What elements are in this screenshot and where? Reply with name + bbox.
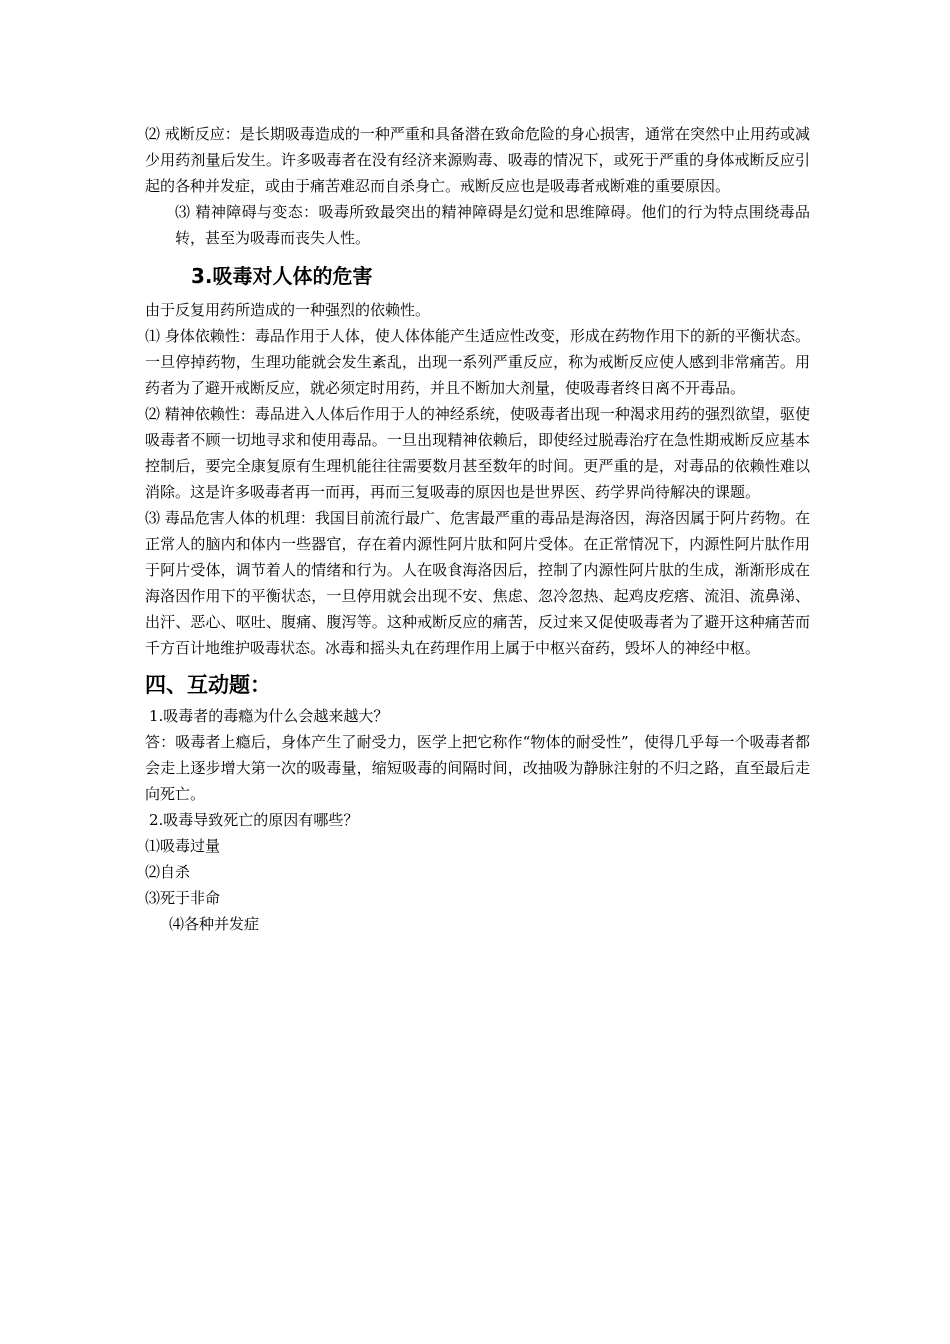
withdrawal-reaction-paragraph: ⑵ 戒断反应：是长期吸毒造成的一种严重和具备潜在致命危险的身心损害，通常在突然中止用药或减少用药剂量后发生。许多吸毒者在没有经济来源购毒、吸毒的情况下，或死于严重的身体戒断反应引起的各种并发症，或由于痛苦难忍而自杀身亡。戒断反应也是吸毒者戒断难的重要原因。 (145, 125, 810, 195)
question-1: 1.吸毒者的毒瘾为什么会越来越大？ (149, 707, 389, 725)
answer-2-item-4: ⑷各种并发症 (169, 915, 260, 933)
question-2: 2.吸毒导致死亡的原因有哪些？ (149, 811, 359, 829)
answer-2-item-2: ⑵自杀 (145, 863, 191, 881)
mental-disorder-paragraph: ⑶ 精神障碍与变态：吸毒所致最突出的精神障碍是幻觉和思维障碍。他们的行为特点围绕毒品转，甚至为吸毒而丧失人性。 (175, 203, 810, 247)
answer-1: 答：吸毒者上瘾后，身体产生了耐受力，医学上把它称作“物体的耐受性”，使得几乎每一个吸毒者都会走上逐步增大第一次的吸毒量，缩短吸毒的间隔时间，改抽吸为静脉注射的不归之路，直至最后走向死亡。 (145, 733, 810, 803)
section-3-heading: 3.吸毒对人体的危害 (191, 264, 373, 288)
mental-dependence-paragraph: ⑵ 精神依赖性：毒品进入人体后作用于人的神经系统，使吸毒者出现一种渴求用药的强烈欲望，驱使吸毒者不顾一切地寻求和使用毒品。一旦出现精神依赖后，即使经过脱毒治疗在急性期戒断反应基本控制后，要完全康复原有生理机能往往需要数月甚至数年的时间。更严重的是，对毒品的依赖性难以消除。这是许多吸毒者再一而再，再而三复吸毒的原因也是世界医、药学界尚待解决的课题。 (145, 405, 810, 501)
harm-mechanism-paragraph: ⑶ 毒品危害人体的机理：我国目前流行最广、危害最严重的毒品是海洛因，海洛因属于阿片药物。在正常人的脑内和体内一些器官，存在着内源性阿片肽和阿片受体。在正常情况下，内源性阿片肽作用于阿片受体，调节着人的情绪和行为。人在吸食海洛因后，控制了内源性阿片肽的生成，渐渐形成在海洛因作用下的平衡状态，一旦停用就会出现不安、焦虑、忽冷忽热、起鸡皮疙瘩、流泪、流鼻涕、出汗、恶心、呕吐、腹痛、腹泻等。这种戒断反应的痛苦，反过来又促使吸毒者为了避开这种痛苦而千方百计地维护吸毒状态。冰毒和摇头丸在药理作用上属于中枢兴奋药，毁坏人的神经中枢。 (145, 509, 810, 657)
section-3-intro: 由于反复用药所造成的一种强烈的依赖性。 (145, 301, 431, 319)
answer-2-item-1: ⑴吸毒过量 (145, 837, 221, 855)
section-4-heading: 四、互动题： (145, 673, 271, 697)
answer-2-item-3: ⑶死于非命 (145, 889, 221, 907)
physical-dependence-paragraph: ⑴ 身体依赖性：毒品作用于人体，使人体体能产生适应性改变，形成在药物作用下的新的平衡状态。一旦停掉药物，生理功能就会发生紊乱，出现一系列严重反应，称为戒断反应使人感到非常痛苦。用药者为了避开戒断反应，就必须定时用药，并且不断加大剂量，使吸毒者终日离不开毒品。 (145, 327, 810, 397)
document-content (145, 121, 810, 937)
